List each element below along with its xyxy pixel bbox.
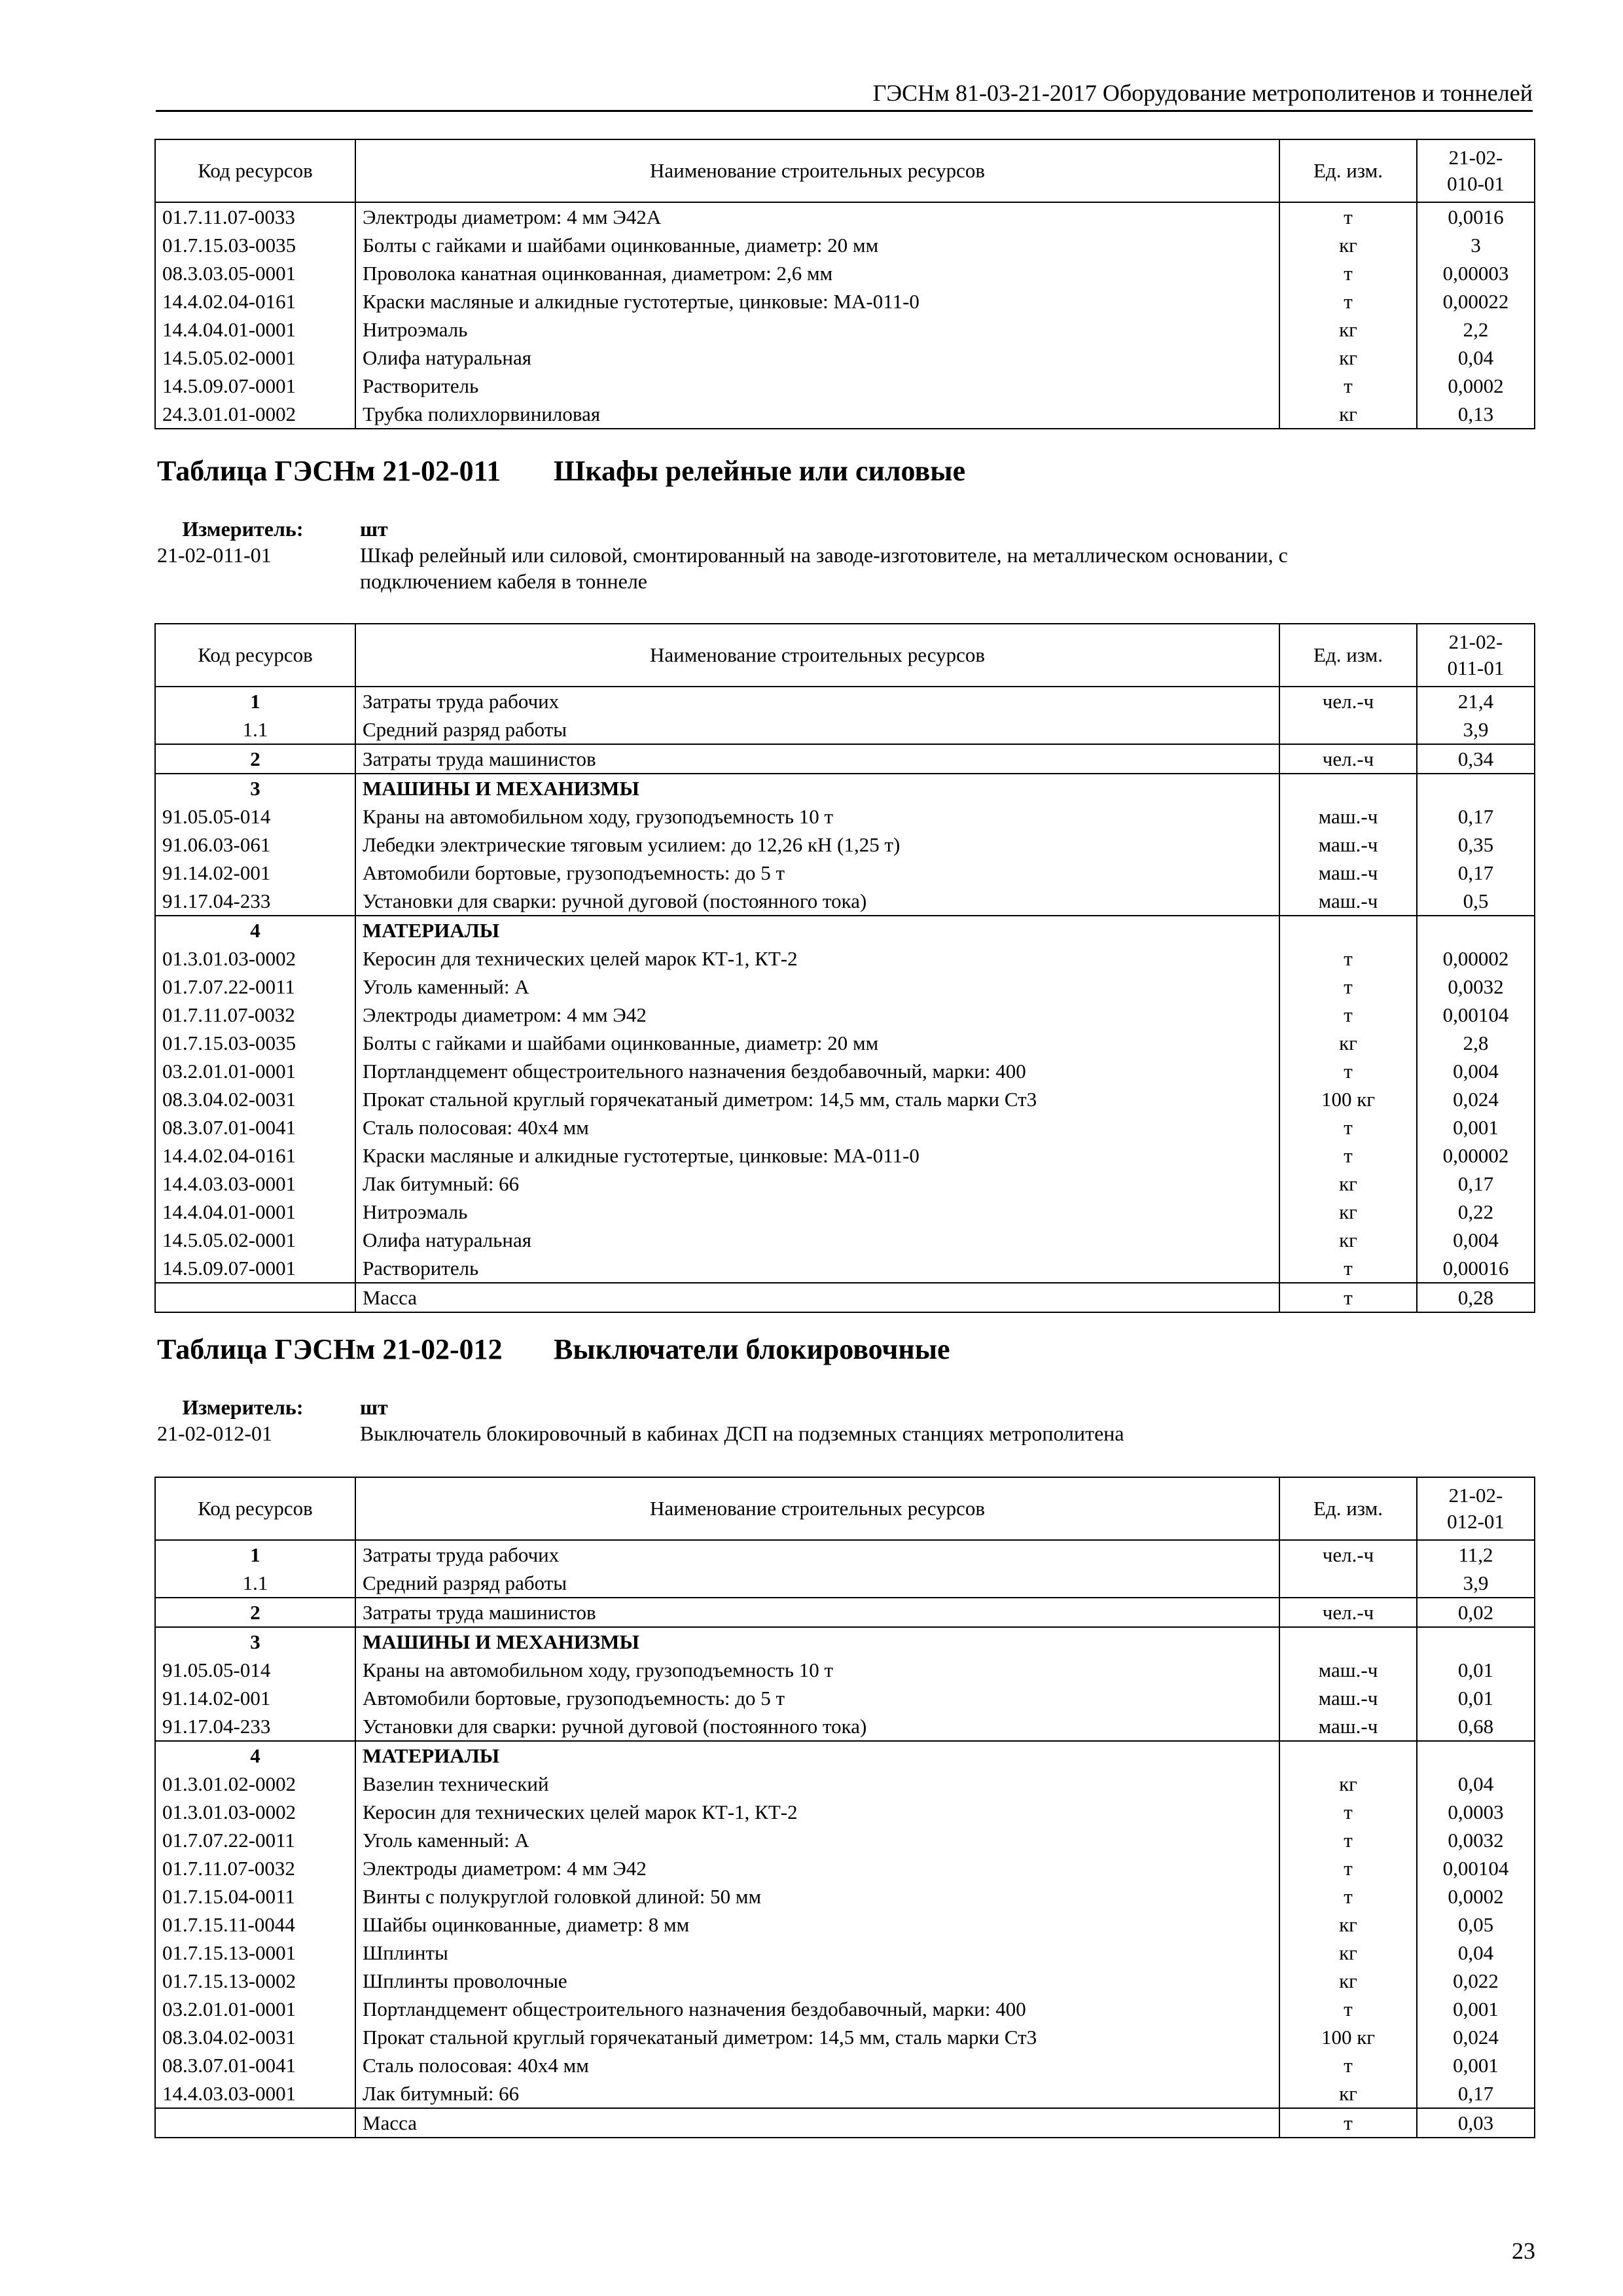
table-row bbox=[155, 1198, 1535, 1226]
table-row bbox=[155, 1001, 1535, 1029]
resource-value: 11,2 bbox=[1417, 1540, 1535, 1569]
table-row bbox=[155, 774, 1535, 802]
resource-name: Лебедки электрические тяговым усилием: до 12,26 кН (1,25 т) bbox=[355, 831, 1279, 859]
resource-code: 24.3.01.01-0002 bbox=[155, 400, 355, 429]
table-row bbox=[155, 315, 1535, 344]
table-row bbox=[155, 1254, 1535, 1283]
resource-code: 01.7.15.11-0044 bbox=[155, 1910, 355, 1939]
resource-unit: 100 кг bbox=[1279, 2023, 1417, 2051]
table-row bbox=[155, 887, 1535, 916]
resource-value bbox=[1417, 916, 1535, 944]
table-row bbox=[155, 1141, 1535, 1170]
resource-code: 91.06.03-061 bbox=[155, 831, 355, 859]
table-row bbox=[155, 973, 1535, 1001]
resource-unit: чел.-ч bbox=[1279, 687, 1417, 715]
resource-value: 3,9 bbox=[1417, 1569, 1535, 1598]
table-row bbox=[155, 2023, 1535, 2051]
table-row bbox=[155, 1910, 1535, 1939]
resource-name: Затраты труда рабочих bbox=[355, 687, 1279, 715]
resource-code: 03.2.01.01-0001 bbox=[155, 1057, 355, 1085]
resource-name: Краны на автомобильном ходу, грузоподъемность 10 т bbox=[355, 802, 1279, 831]
resource-name: Лак битумный: 66 bbox=[355, 1170, 1279, 1198]
resource-name: Краски масляные и алкидные густотертые, цинковые: МА-011-0 bbox=[355, 1141, 1279, 1170]
page-number: 23 bbox=[1512, 2238, 1535, 2264]
table-row bbox=[155, 831, 1535, 859]
table-row bbox=[155, 944, 1535, 973]
resource-value: 0,00003 bbox=[1417, 259, 1535, 287]
resource-value: 0,17 bbox=[1417, 1170, 1535, 1198]
col-header-name: Наименование строительных ресурсов bbox=[355, 139, 1279, 202]
resource-unit: т bbox=[1279, 973, 1417, 1001]
table-row bbox=[155, 1684, 1535, 1712]
resource-name: Краны на автомобильном ходу, грузоподъемность 10 т bbox=[355, 1656, 1279, 1684]
resource-unit: чел.-ч bbox=[1279, 1598, 1417, 1627]
resource-value: 0,00022 bbox=[1417, 287, 1535, 315]
table-row bbox=[155, 1057, 1535, 1085]
resource-code: 01.7.11.07-0032 bbox=[155, 1854, 355, 1882]
table-row bbox=[155, 2079, 1535, 2108]
table-row bbox=[155, 1826, 1535, 1854]
resource-name: Портландцемент общестроительного назначения бездобавочный, марки: 400 bbox=[355, 1057, 1279, 1085]
resource-name: Болты с гайками и шайбами оцинкованные, диаметр: 20 мм bbox=[355, 1029, 1279, 1057]
resource-unit: т bbox=[1279, 2051, 1417, 2079]
norm-description-cont: подключением кабеля в тоннеле bbox=[360, 569, 647, 593]
resource-value: 2,2 bbox=[1417, 315, 1535, 344]
resource-value: 0,001 bbox=[1417, 1113, 1535, 1141]
resource-code: 14.5.09.07-0001 bbox=[155, 1254, 355, 1283]
table-header-row bbox=[155, 1477, 1535, 1540]
resource-code: 08.3.07.01-0041 bbox=[155, 2051, 355, 2079]
resource-value: 0,17 bbox=[1417, 859, 1535, 887]
resource-value: 0,5 bbox=[1417, 887, 1535, 916]
resource-unit: 100 кг bbox=[1279, 1085, 1417, 1113]
resource-value: 0,17 bbox=[1417, 2079, 1535, 2108]
resource-name: Шайбы оцинкованные, диаметр: 8 мм bbox=[355, 1910, 1279, 1939]
resource-code: 1.1 bbox=[155, 715, 355, 744]
table-header-row bbox=[155, 139, 1535, 202]
resource-name: Автомобили бортовые, грузоподъемность: до 5 т bbox=[355, 859, 1279, 887]
resource-code: 14.5.09.07-0001 bbox=[155, 372, 355, 400]
resource-unit: т bbox=[1279, 1254, 1417, 1283]
resource-value: 0,13 bbox=[1417, 400, 1535, 429]
resource-code: 01.7.15.04-0011 bbox=[155, 1882, 355, 1910]
resource-value: 0,00002 bbox=[1417, 1141, 1535, 1170]
resource-code: 14.4.04.01-0001 bbox=[155, 1198, 355, 1226]
col-header-unit: Ед. изм. bbox=[1279, 624, 1417, 687]
resource-unit: т bbox=[1279, 1113, 1417, 1141]
resource-name: Винты с полукруглой головкой длиной: 50 мм bbox=[355, 1882, 1279, 1910]
resource-name: Электроды диаметром: 4 мм Э42 bbox=[355, 1001, 1279, 1029]
resources-table-21-02-012 bbox=[154, 1477, 1535, 2138]
resource-value: 0,024 bbox=[1417, 1085, 1535, 1113]
resource-unit: чел.-ч bbox=[1279, 744, 1417, 774]
resource-code: 08.3.04.02-0031 bbox=[155, 1085, 355, 1113]
measure-unit: шт bbox=[360, 517, 388, 541]
resource-value: 21,4 bbox=[1417, 687, 1535, 715]
resource-name: Прокат стальной круглый горячекатаный диметром: 14,5 мм, сталь марки Ст3 bbox=[355, 1085, 1279, 1113]
resource-name: Установки для сварки: ручной дуговой (постоянного тока) bbox=[355, 887, 1279, 916]
resource-value: 0,004 bbox=[1417, 1226, 1535, 1254]
resource-name: Прокат стальной круглый горячекатаный диметром: 14,5 мм, сталь марки Ст3 bbox=[355, 2023, 1279, 2051]
col-header-norm: 21-02- 011-01 bbox=[1417, 624, 1535, 687]
resource-unit: кг bbox=[1279, 1226, 1417, 1254]
resource-code: 01.7.11.07-0032 bbox=[155, 1001, 355, 1029]
resource-code: 2 bbox=[155, 744, 355, 774]
resource-unit: т bbox=[1279, 1798, 1417, 1826]
col-header-code: Код ресурсов bbox=[155, 624, 355, 687]
resource-name: Установки для сварки: ручной дуговой (постоянного тока) bbox=[355, 1712, 1279, 1741]
resource-code: 01.3.01.03-0002 bbox=[155, 1798, 355, 1826]
resource-code: 14.4.04.01-0001 bbox=[155, 315, 355, 344]
table-row bbox=[155, 1854, 1535, 1882]
resource-name: Средний разряд работы bbox=[355, 1569, 1279, 1598]
resource-value: 0,35 bbox=[1417, 831, 1535, 859]
resource-code: 01.3.01.03-0002 bbox=[155, 944, 355, 973]
resource-code: 1 bbox=[155, 1540, 355, 1569]
table-number: Таблица ГЭСНм 21-02-012 bbox=[157, 1333, 503, 1365]
resource-name: Нитроэмаль bbox=[355, 315, 1279, 344]
resource-name: Электроды диаметром: 4 мм Э42А bbox=[355, 202, 1279, 231]
resource-code: 08.3.03.05-0001 bbox=[155, 259, 355, 287]
resource-unit: т bbox=[1279, 1995, 1417, 2023]
resource-unit: т bbox=[1279, 944, 1417, 973]
resource-code: 01.7.15.03-0035 bbox=[155, 1029, 355, 1057]
table-row bbox=[155, 715, 1535, 744]
table-title-21-02-011 bbox=[157, 454, 965, 488]
resource-value: 0,01 bbox=[1417, 1656, 1535, 1684]
resource-code: 08.3.07.01-0041 bbox=[155, 1113, 355, 1141]
resource-name: Болты с гайками и шайбами оцинкованные, диаметр: 20 мм bbox=[355, 231, 1279, 259]
resource-code: 1.1 bbox=[155, 1569, 355, 1598]
resource-unit: маш.-ч bbox=[1279, 859, 1417, 887]
table-row bbox=[155, 2051, 1535, 2079]
resource-value: 0,04 bbox=[1417, 344, 1535, 372]
resource-value: 2,8 bbox=[1417, 1029, 1535, 1057]
table-row bbox=[155, 1226, 1535, 1254]
resource-unit: т bbox=[1279, 1141, 1417, 1170]
resource-name: Трубка полихлорвиниловая bbox=[355, 400, 1279, 429]
resource-value: 0,0016 bbox=[1417, 202, 1535, 231]
resource-name: Затраты труда машинистов bbox=[355, 744, 1279, 774]
resource-unit: кг bbox=[1279, 344, 1417, 372]
resource-unit bbox=[1279, 916, 1417, 944]
table-row bbox=[155, 1540, 1535, 1569]
col-header-name: Наименование строительных ресурсов bbox=[355, 624, 1279, 687]
resource-name: Масса bbox=[355, 1283, 1279, 1312]
table-row bbox=[155, 1939, 1535, 1967]
resource-code: 1 bbox=[155, 687, 355, 715]
resource-value: 0,04 bbox=[1417, 1939, 1535, 1967]
measure-block-21-02-011 bbox=[157, 516, 1531, 594]
table-row bbox=[155, 202, 1535, 231]
norm-description: Шкаф релейный или силовой, смонтированный на заводе-изготовителе, на металлическом основании, с bbox=[360, 543, 1288, 567]
resource-value: 0,03 bbox=[1417, 2108, 1535, 2138]
table-row bbox=[155, 1656, 1535, 1684]
resource-unit bbox=[1279, 1569, 1417, 1598]
resource-code: 91.05.05-014 bbox=[155, 1656, 355, 1684]
resource-unit: маш.-ч bbox=[1279, 802, 1417, 831]
resource-unit: кг bbox=[1279, 1967, 1417, 1995]
table-row bbox=[155, 1741, 1535, 1770]
resource-unit: кг bbox=[1279, 1939, 1417, 1967]
resource-value: 3 bbox=[1417, 231, 1535, 259]
table-row bbox=[155, 1712, 1535, 1741]
resource-unit: маш.-ч bbox=[1279, 831, 1417, 859]
table-row bbox=[155, 1995, 1535, 2023]
resource-name: Проволока канатная оцинкованная, диаметром: 2,6 мм bbox=[355, 259, 1279, 287]
resource-value: 0,0002 bbox=[1417, 372, 1535, 400]
resource-unit: маш.-ч bbox=[1279, 887, 1417, 916]
resource-code: 14.4.03.03-0001 bbox=[155, 2079, 355, 2108]
resource-code: 01.7.11.07-0033 bbox=[155, 202, 355, 231]
norm-code: 21-02-012-01 bbox=[157, 1422, 272, 1445]
resource-name: Краски масляные и алкидные густотертые, цинковые: МА-011-0 bbox=[355, 287, 1279, 315]
resource-value: 0,0032 bbox=[1417, 973, 1535, 1001]
resource-unit bbox=[1279, 715, 1417, 744]
resource-value: 0,001 bbox=[1417, 2051, 1535, 2079]
resource-value: 0,0003 bbox=[1417, 1798, 1535, 1826]
resource-unit: кг bbox=[1279, 1770, 1417, 1798]
resource-name: МАШИНЫ И МЕХАНИЗМЫ bbox=[355, 774, 1279, 802]
resources-table-21-02-011 bbox=[154, 623, 1535, 1313]
resource-unit: кг bbox=[1279, 1198, 1417, 1226]
resource-name: Керосин для технических целей марок КТ-1, КТ-2 bbox=[355, 1798, 1279, 1826]
resource-name: Лак битумный: 66 bbox=[355, 2079, 1279, 2108]
table-row bbox=[155, 372, 1535, 400]
resource-unit: маш.-ч bbox=[1279, 1656, 1417, 1684]
resource-name: Сталь полосовая: 40х4 мм bbox=[355, 1113, 1279, 1141]
col-header-unit: Ед. изм. bbox=[1279, 139, 1417, 202]
resource-value: 0,022 bbox=[1417, 1967, 1535, 1995]
table-row bbox=[155, 287, 1535, 315]
resource-unit: т bbox=[1279, 1283, 1417, 1312]
resource-name: Вазелин технический bbox=[355, 1770, 1279, 1798]
resource-value bbox=[1417, 774, 1535, 802]
table-row bbox=[155, 1598, 1535, 1627]
resource-code: 3 bbox=[155, 1627, 355, 1656]
resource-value: 0,02 bbox=[1417, 1598, 1535, 1627]
resource-code: 14.5.05.02-0001 bbox=[155, 1226, 355, 1254]
resource-name: Средний разряд работы bbox=[355, 715, 1279, 744]
resource-name: МАТЕРИАЛЫ bbox=[355, 916, 1279, 944]
resource-name: Олифа натуральная bbox=[355, 344, 1279, 372]
resource-name: Портландцемент общестроительного назначения бездобавочный, марки: 400 bbox=[355, 1995, 1279, 2023]
table-row bbox=[155, 687, 1535, 715]
resource-value bbox=[1417, 1741, 1535, 1770]
resource-code: 08.3.04.02-0031 bbox=[155, 2023, 355, 2051]
resource-name: Затраты труда рабочих bbox=[355, 1540, 1279, 1569]
table-row bbox=[155, 859, 1535, 887]
resource-name: Нитроэмаль bbox=[355, 1198, 1279, 1226]
resource-code: 14.5.05.02-0001 bbox=[155, 344, 355, 372]
table-row bbox=[155, 1283, 1535, 1312]
resource-name: Шплинты проволочные bbox=[355, 1967, 1279, 1995]
measure-label: Измеритель: bbox=[182, 517, 304, 541]
resource-code: 2 bbox=[155, 1598, 355, 1627]
col-header-name: Наименование строительных ресурсов bbox=[355, 1477, 1279, 1540]
resource-value: 0,00002 bbox=[1417, 944, 1535, 973]
norm-description: Выключатель блокировочный в кабинах ДСП на подземных станциях метрополитена bbox=[360, 1422, 1124, 1445]
resource-unit bbox=[1279, 1627, 1417, 1656]
table-row bbox=[155, 2108, 1535, 2138]
table-row bbox=[155, 1967, 1535, 1995]
resource-code: 01.3.01.02-0002 bbox=[155, 1770, 355, 1798]
resource-value: 0,0002 bbox=[1417, 1882, 1535, 1910]
table-row bbox=[155, 1882, 1535, 1910]
resource-name: Сталь полосовая: 40х4 мм bbox=[355, 2051, 1279, 2079]
col-header-norm: 21-02- 010-01 bbox=[1417, 139, 1535, 202]
resource-value: 0,05 bbox=[1417, 1910, 1535, 1939]
resource-unit: кг bbox=[1279, 1910, 1417, 1939]
table-caption: Шкафы релейные или силовые bbox=[554, 455, 966, 487]
resource-code: 14.4.03.03-0001 bbox=[155, 1170, 355, 1198]
resource-name: Шплинты bbox=[355, 1939, 1279, 1967]
resource-name: Масса bbox=[355, 2108, 1279, 2138]
resource-code: 3 bbox=[155, 774, 355, 802]
resource-unit: т bbox=[1279, 372, 1417, 400]
resource-unit: т bbox=[1279, 1854, 1417, 1882]
norm-code: 21-02-011-01 bbox=[157, 543, 272, 567]
table-row bbox=[155, 916, 1535, 944]
table-header-row bbox=[155, 624, 1535, 687]
resource-name: Растворитель bbox=[355, 372, 1279, 400]
table-row bbox=[155, 231, 1535, 259]
resource-unit: кг bbox=[1279, 2079, 1417, 2108]
table-row bbox=[155, 1798, 1535, 1826]
resource-code: 01.7.07.22-0011 bbox=[155, 973, 355, 1001]
resource-value: 0,001 bbox=[1417, 1995, 1535, 2023]
resource-name: Уголь каменный: А bbox=[355, 973, 1279, 1001]
resource-unit: кг bbox=[1279, 1029, 1417, 1057]
resource-unit: т bbox=[1279, 202, 1417, 231]
table-title-21-02-012 bbox=[157, 1333, 950, 1367]
measure-unit: шт bbox=[360, 1395, 388, 1419]
table-row bbox=[155, 344, 1535, 372]
table-row bbox=[155, 1085, 1535, 1113]
resource-unit: маш.-ч bbox=[1279, 1684, 1417, 1712]
resource-unit: т bbox=[1279, 287, 1417, 315]
resource-name: Автомобили бортовые, грузоподъемность: до 5 т bbox=[355, 1684, 1279, 1712]
resource-code: 03.2.01.01-0001 bbox=[155, 1995, 355, 2023]
resource-name: Электроды диаметром: 4 мм Э42 bbox=[355, 1854, 1279, 1882]
table-row bbox=[155, 259, 1535, 287]
table-number: Таблица ГЭСНм 21-02-011 bbox=[157, 455, 501, 487]
table-row bbox=[155, 802, 1535, 831]
resource-code bbox=[155, 2108, 355, 2138]
resource-name: Растворитель bbox=[355, 1254, 1279, 1283]
table-row bbox=[155, 1770, 1535, 1798]
resource-code: 01.7.15.13-0001 bbox=[155, 1939, 355, 1967]
resource-unit: т bbox=[1279, 259, 1417, 287]
resource-code: 01.7.15.03-0035 bbox=[155, 231, 355, 259]
resource-code: 4 bbox=[155, 916, 355, 944]
resource-value: 0,68 bbox=[1417, 1712, 1535, 1741]
resource-code: 14.4.02.04-0161 bbox=[155, 1141, 355, 1170]
resource-code: 14.4.02.04-0161 bbox=[155, 287, 355, 315]
table-caption: Выключатели блокировочные bbox=[554, 1333, 950, 1365]
running-header: ГЭСНм 81-03-21-2017 Оборудование метрополитенов и тоннелей bbox=[156, 79, 1533, 112]
resource-unit: кг bbox=[1279, 315, 1417, 344]
resource-code: 91.17.04-233 bbox=[155, 1712, 355, 1741]
resource-code: 91.05.05-014 bbox=[155, 802, 355, 831]
resource-name: МАТЕРИАЛЫ bbox=[355, 1741, 1279, 1770]
resource-value: 0,00104 bbox=[1417, 1001, 1535, 1029]
resource-value: 0,22 bbox=[1417, 1198, 1535, 1226]
resource-name: Керосин для технических целей марок КТ-1, КТ-2 bbox=[355, 944, 1279, 973]
resource-name: Уголь каменный: А bbox=[355, 1826, 1279, 1854]
resource-value: 0,04 bbox=[1417, 1770, 1535, 1798]
resource-unit: т bbox=[1279, 1057, 1417, 1085]
resource-value: 0,34 bbox=[1417, 744, 1535, 774]
resource-value: 3,9 bbox=[1417, 715, 1535, 744]
resource-unit: кг bbox=[1279, 231, 1417, 259]
resource-unit: т bbox=[1279, 1882, 1417, 1910]
resource-code bbox=[155, 1283, 355, 1312]
resource-value: 0,00016 bbox=[1417, 1254, 1535, 1283]
table-row bbox=[155, 400, 1535, 429]
resource-value: 0,28 bbox=[1417, 1283, 1535, 1312]
resource-unit: кг bbox=[1279, 1170, 1417, 1198]
resource-code: 01.7.07.22-0011 bbox=[155, 1826, 355, 1854]
resources-table-21-02-010 bbox=[154, 139, 1535, 429]
resource-unit: чел.-ч bbox=[1279, 1540, 1417, 1569]
measure-block-21-02-012 bbox=[157, 1394, 1531, 1446]
resource-value: 0,00104 bbox=[1417, 1854, 1535, 1882]
table-row bbox=[155, 1170, 1535, 1198]
resource-unit bbox=[1279, 774, 1417, 802]
resource-value: 0,0032 bbox=[1417, 1826, 1535, 1854]
resource-name: Олифа натуральная bbox=[355, 1226, 1279, 1254]
resource-name: МАШИНЫ И МЕХАНИЗМЫ bbox=[355, 1627, 1279, 1656]
col-header-code: Код ресурсов bbox=[155, 139, 355, 202]
resource-value: 0,01 bbox=[1417, 1684, 1535, 1712]
resource-name: Затраты труда машинистов bbox=[355, 1598, 1279, 1627]
resource-code: 01.7.15.13-0002 bbox=[155, 1967, 355, 1995]
table-row bbox=[155, 1569, 1535, 1598]
resource-unit: маш.-ч bbox=[1279, 1712, 1417, 1741]
resource-code: 91.17.04-233 bbox=[155, 887, 355, 916]
col-header-code: Код ресурсов bbox=[155, 1477, 355, 1540]
resource-unit: т bbox=[1279, 2108, 1417, 2138]
table-row bbox=[155, 744, 1535, 774]
resource-value: 0,004 bbox=[1417, 1057, 1535, 1085]
resource-unit: кг bbox=[1279, 400, 1417, 429]
resource-value: 0,024 bbox=[1417, 2023, 1535, 2051]
resource-code: 91.14.02-001 bbox=[155, 859, 355, 887]
table-row bbox=[155, 1113, 1535, 1141]
resource-value bbox=[1417, 1627, 1535, 1656]
measure-label: Измеритель: bbox=[182, 1395, 304, 1419]
resource-unit: т bbox=[1279, 1826, 1417, 1854]
col-header-unit: Ед. изм. bbox=[1279, 1477, 1417, 1540]
table-row bbox=[155, 1627, 1535, 1656]
resource-unit bbox=[1279, 1741, 1417, 1770]
resource-code: 91.14.02-001 bbox=[155, 1684, 355, 1712]
resource-unit: т bbox=[1279, 1001, 1417, 1029]
resource-value: 0,17 bbox=[1417, 802, 1535, 831]
col-header-norm: 21-02- 012-01 bbox=[1417, 1477, 1535, 1540]
resource-code: 4 bbox=[155, 1741, 355, 1770]
table-row bbox=[155, 1029, 1535, 1057]
